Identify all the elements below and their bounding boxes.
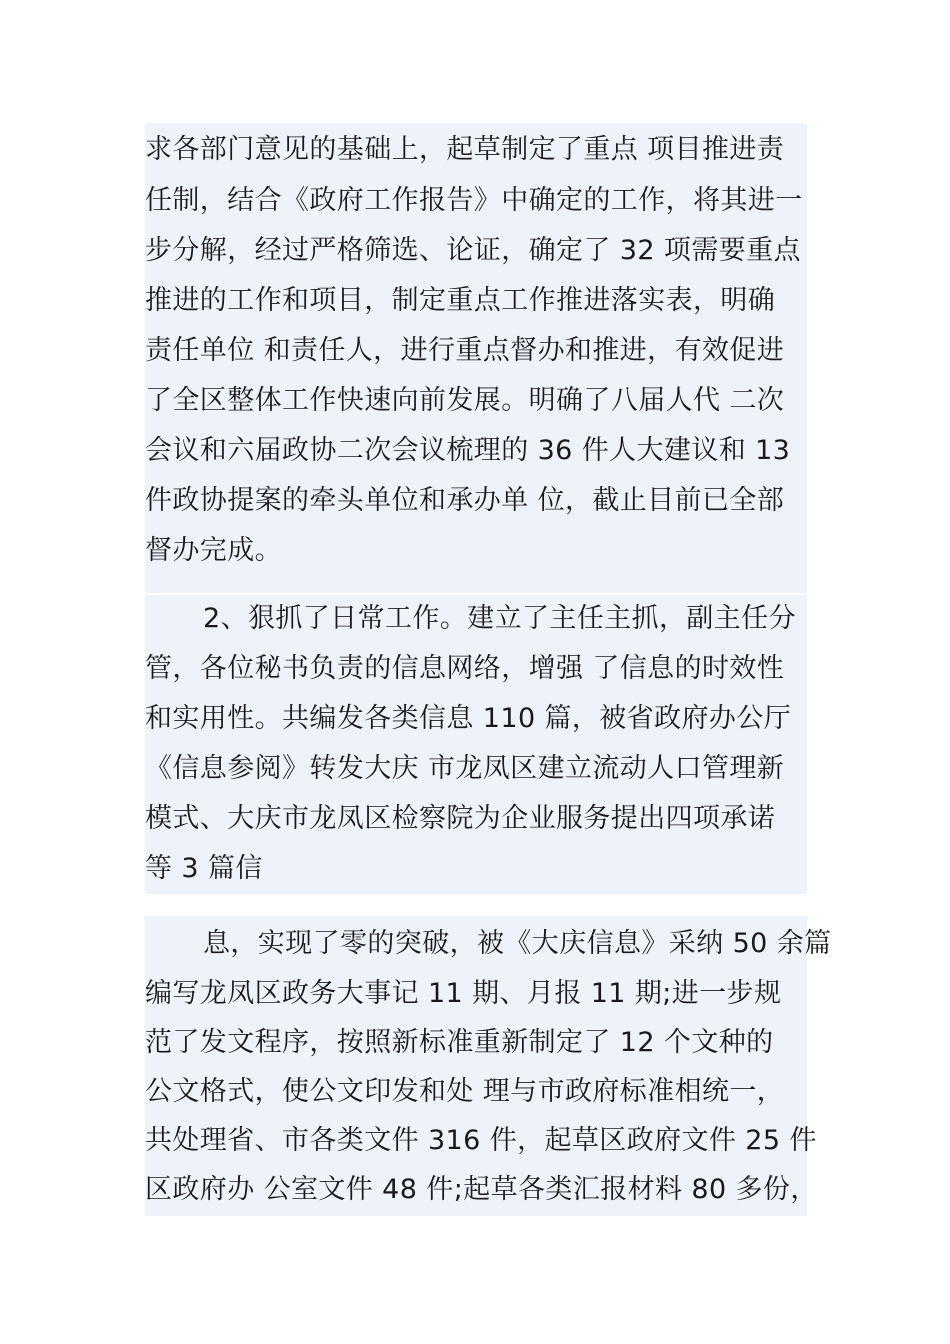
text-line: 步分解，经过严格筛选、论证，确定了 32 项需要重点 [145,235,801,266]
text-line: 会议和六届政协二次会议梳理的 36 件人大建议和 13 [145,435,791,466]
paragraph-1 [145,123,807,593]
text-line: 公文格式，使公文印发和处 理与市政府标准相统一， [145,1076,785,1107]
text-line: 编写龙凤区政务大事记 11 期、月报 11 期;进一步规 [145,978,782,1009]
text-line: 管，各位秘书负责的信息网络，增强 了信息的时效性 [145,653,785,684]
text-line: 共处理省、市各类文件 316 件，起草区政府文件 25 件 [145,1125,817,1156]
text-line: 区政府办 公室文件 48 件;起草各类汇报材料 80 多份， [145,1174,818,1205]
text-line: 息，实现了零的突破，被《大庆信息》采纳 50 余篇 [203,928,832,959]
text-line: 推进的工作和项目，制定重点工作推进落实表，明确 [145,285,776,316]
text-line: 模式、大庆市龙凤区检察院为企业服务提出四项承诺 [145,803,776,834]
text-line: 等 3 篇信 [145,853,263,884]
text-line: 督办完成。 [145,535,282,566]
text-line: 范了发文程序，按照新标准重新制定了 12 个文种的 [145,1027,774,1058]
text-line: 和实用性。共编发各类信息 110 篇，被省政府办公厅 [145,703,792,734]
text-line: 了全区整体工作快速向前发展。明确了八届人代 二次 [145,385,785,416]
paragraph-3 [145,916,832,1216]
paragraph-2 [145,595,807,894]
text-line: 责任单位 和责任人，进行重点督办和推进，有效促进 [145,335,785,366]
text-line: 任制，结合《政府工作报告》中确定的工作，将其进一 [145,185,803,216]
text-line: 件政协提案的牵头单位和承办单 位，截止目前已全部 [145,485,785,516]
text-line: 《信息参阅》转发大庆 市龙凤区建立流动人口管理新 [145,753,785,784]
text-line: 求各部门意见的基础上，起草制定了重点 项目推进责 [145,134,785,165]
text-line: 2、狠抓了日常工作。建立了主任主抓，副主任分 [203,603,796,634]
